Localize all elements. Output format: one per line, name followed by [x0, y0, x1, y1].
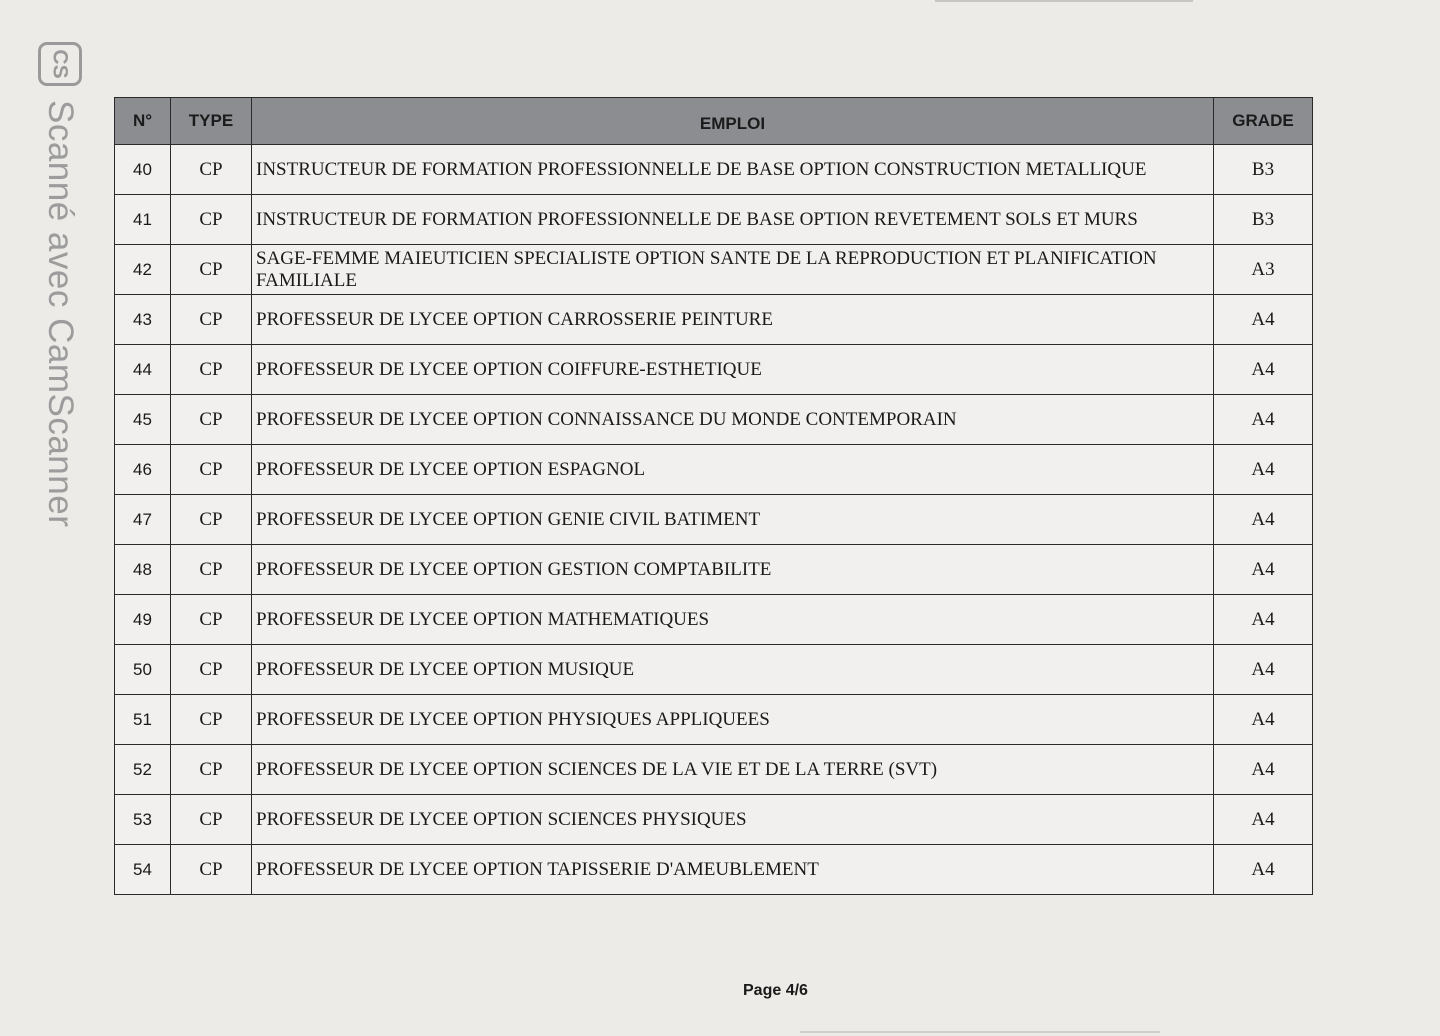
cell-no: 48 — [115, 545, 171, 595]
table-row — [115, 495, 1313, 545]
cell-grade: A4 — [1214, 745, 1313, 795]
header-emploi: EMPLOI — [252, 98, 1214, 145]
cell-grade: A4 — [1214, 845, 1313, 895]
cell-no: 42 — [115, 245, 171, 295]
camscanner-logo-icon — [38, 42, 82, 86]
table-row — [115, 245, 1313, 295]
cell-grade: A4 — [1214, 595, 1313, 645]
table-header — [115, 98, 1313, 145]
table-row — [115, 195, 1313, 245]
header-grade: GRADE — [1214, 98, 1313, 145]
cell-no: 54 — [115, 845, 171, 895]
cell-emploi: PROFESSEUR DE LYCEE OPTION MATHEMATIQUES — [252, 595, 1214, 645]
cell-grade: A4 — [1214, 695, 1313, 745]
cell-type: CP — [171, 545, 252, 595]
cell-type: CP — [171, 495, 252, 545]
cell-grade: A4 — [1214, 645, 1313, 695]
cell-grade: A4 — [1214, 795, 1313, 845]
cell-emploi: PROFESSEUR DE LYCEE OPTION CONNAISSANCE DU MONDE CONTEMPORAIN — [252, 395, 1214, 445]
cell-type: CP — [171, 395, 252, 445]
header-row — [115, 98, 1313, 145]
table-row — [115, 645, 1313, 695]
cell-grade: A4 — [1214, 445, 1313, 495]
cell-emploi: PROFESSEUR DE LYCEE OPTION SCIENCES DE LA VIE ET DE LA TERRE (SVT) — [252, 745, 1214, 795]
cell-no: 49 — [115, 595, 171, 645]
table-row — [115, 595, 1313, 645]
table-row — [115, 345, 1313, 395]
cell-grade: A3 — [1214, 245, 1313, 295]
cell-grade: B3 — [1214, 195, 1313, 245]
cell-emploi: INSTRUCTEUR DE FORMATION PROFESSIONNELLE DE BASE OPTION CONSTRUCTION METALLIQUE — [252, 145, 1214, 195]
table-row — [115, 295, 1313, 345]
cell-no: 52 — [115, 745, 171, 795]
table-row — [115, 845, 1313, 895]
table-row — [115, 395, 1313, 445]
cell-emploi: PROFESSEUR DE LYCEE OPTION GESTION COMPTABILITE — [252, 545, 1214, 595]
cell-no: 51 — [115, 695, 171, 745]
scan-edge-line-bottom — [800, 1031, 1160, 1033]
scan-edge-line-top — [935, 0, 1193, 2]
cell-type: CP — [171, 595, 252, 645]
jobs-table — [114, 97, 1313, 895]
cell-no: 50 — [115, 645, 171, 695]
cell-no: 45 — [115, 395, 171, 445]
cell-no: 41 — [115, 195, 171, 245]
cell-no: 44 — [115, 345, 171, 395]
header-type: TYPE — [171, 98, 252, 145]
cell-no: 40 — [115, 145, 171, 195]
cell-emploi: PROFESSEUR DE LYCEE OPTION PHYSIQUES APPLIQUEES — [252, 695, 1214, 745]
cell-type: CP — [171, 345, 252, 395]
cell-grade: A4 — [1214, 395, 1313, 445]
cell-type: CP — [171, 445, 252, 495]
table-body — [115, 145, 1313, 895]
cell-emploi: PROFESSEUR DE LYCEE OPTION ESPAGNOL — [252, 445, 1214, 495]
cell-emploi: PROFESSEUR DE LYCEE OPTION CARROSSERIE PEINTURE — [252, 295, 1214, 345]
page-number: Page 4/6 — [743, 982, 808, 999]
cell-emploi: INSTRUCTEUR DE FORMATION PROFESSIONNELLE DE BASE OPTION REVETEMENT SOLS ET MURS — [252, 195, 1214, 245]
cell-type: CP — [171, 795, 252, 845]
cell-no: 53 — [115, 795, 171, 845]
cell-emploi: PROFESSEUR DE LYCEE OPTION TAPISSERIE D'AMEUBLEMENT — [252, 845, 1214, 895]
cell-type: CP — [171, 145, 252, 195]
header-no: N° — [115, 98, 171, 145]
camscanner-logo-text: CS — [49, 49, 72, 79]
table-row — [115, 445, 1313, 495]
cell-type: CP — [171, 195, 252, 245]
table-row — [115, 745, 1313, 795]
cell-grade: A4 — [1214, 545, 1313, 595]
cell-emploi: PROFESSEUR DE LYCEE OPTION COIFFURE-ESTHETIQUE — [252, 345, 1214, 395]
cell-type: CP — [171, 645, 252, 695]
cell-grade: A4 — [1214, 495, 1313, 545]
cell-grade: A4 — [1214, 295, 1313, 345]
camscanner-watermark — [36, 42, 84, 527]
cell-type: CP — [171, 745, 252, 795]
cell-emploi: SAGE-FEMME MAIEUTICIEN SPECIALISTE OPTION SANTE DE LA REPRODUCTION ET PLANIFICATION FAMILIALE — [252, 245, 1214, 295]
cell-type: CP — [171, 295, 252, 345]
cell-type: CP — [171, 245, 252, 295]
cell-no: 46 — [115, 445, 171, 495]
table-row — [115, 795, 1313, 845]
cell-no: 43 — [115, 295, 171, 345]
watermark-text: Scanné avec CamScanner — [41, 100, 80, 528]
cell-emploi: PROFESSEUR DE LYCEE OPTION SCIENCES PHYSIQUES — [252, 795, 1214, 845]
cell-type: CP — [171, 695, 252, 745]
cell-type: CP — [171, 845, 252, 895]
jobs-table-container — [114, 97, 1312, 895]
table-row — [115, 695, 1313, 745]
cell-emploi: PROFESSEUR DE LYCEE OPTION MUSIQUE — [252, 645, 1214, 695]
cell-emploi: PROFESSEUR DE LYCEE OPTION GENIE CIVIL BATIMENT — [252, 495, 1214, 545]
table-row — [115, 145, 1313, 195]
cell-no: 47 — [115, 495, 171, 545]
cell-grade: A4 — [1214, 345, 1313, 395]
table-row — [115, 545, 1313, 595]
cell-grade: B3 — [1214, 145, 1313, 195]
